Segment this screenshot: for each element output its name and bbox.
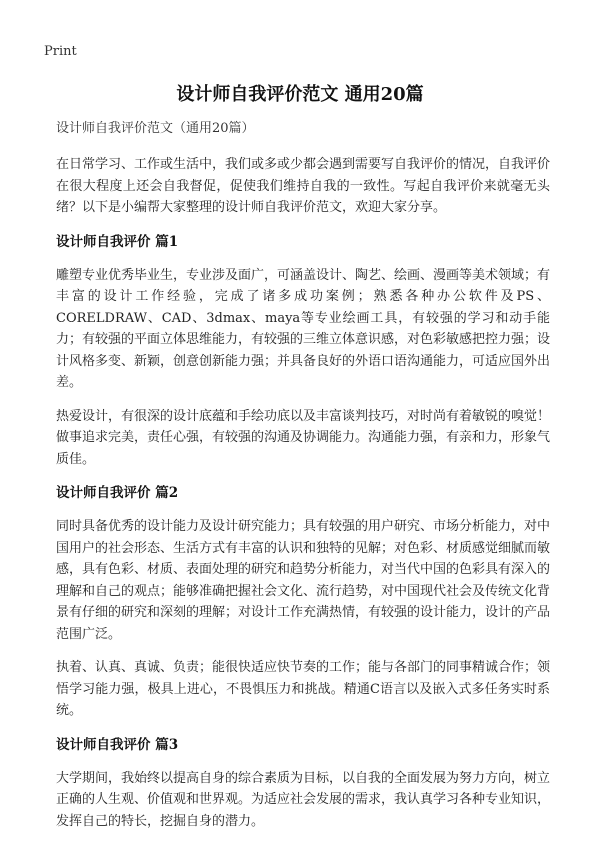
intro-paragraph: 在日常学习、工作或生活中，我们或多或少都会遇到需要写自我评价的情况，自我评价在很大程度上还会自我督促，促使我们维持自我的一致性。写起自我评价来就毫无头绪？以下是小编帮大家整理的设计师自我评价范文，欢迎大家分享。 xyxy=(56,157,551,215)
section-paragraph: 热爱设计，有很深的设计底蕴和手绘功底以及丰富谈判技巧，对时尚有着敏锐的嗅觉！做事追求完美，责任心强，有较强的沟通及协调能力。沟通能力强，有亲和力，形象气质佳。 xyxy=(56,408,551,467)
section-paragraph: 同时具备优秀的设计能力及设计研究能力；具有较强的用户研究、市场分析能力，对中国用户的社会形态、生活方式有丰富的认识和独特的见解；对色彩、材质感觉细腻而敏感，具有色彩、材质、表面处理的研究和趋势分析能力，对当代中国的色彩具有深入的理解和自己的观点；能够准确把握社会文化、流行趋势，对中国现代社会及传统文化背景有仔细的研究和深刻的理解；对设计工作充满热情，有较强的设计能力，设计的产品范围广泛。 xyxy=(56,519,551,642)
article-subtitle: 设计师自我评价范文（通用20篇） xyxy=(56,121,255,136)
section-2 xyxy=(56,482,550,722)
section-heading: 设计师自我评价 篇1 xyxy=(56,233,179,250)
section-paragraph: 雕塑专业优秀毕业生，专业涉及面广，可涵盖设计、陶艺、绘画、漫画等美术领域；有丰富的设计工作经验，完成了诸多成功案例；熟悉各种办公软件及PS、CORELDRAW、CAD、3dmax、maya等专业绘画工具，有较强的学习和动手能力；有较强的平面立体思维能力，有较强的三维立体意识感，对色彩敏感把控力强；设计风格多变、新颖，创意创新能力强；并具备良好的外语口语沟通能力，可适应国外出差。 xyxy=(56,267,551,390)
article-body xyxy=(56,118,550,844)
section-paragraph: 大学期间，我始终以提高自身的综合素质为目标，以自我的全面发展为努力方向，树立正确的人生观、价值观和世界观。为适应社会发展的需求，我认真学习各种专业知识，发挥自己的特长，挖掘自身的潜力。 xyxy=(56,770,551,829)
section-heading: 设计师自我评价 篇2 xyxy=(56,485,179,501)
section-heading: 设计师自我评价 篇3 xyxy=(56,736,179,753)
print-link[interactable]: Print xyxy=(44,44,77,59)
section-1 xyxy=(56,231,550,471)
page-title: 设计师自我评价范文 通用20篇 xyxy=(176,84,424,105)
section-paragraph: 执着、认真、真诚、负责；能很快适应快节奏的工作；能与各部门的同事精诚合作；领悟学习能力强，极具上进心，不畏惧压力和挑战。精通C语言以及嵌入式多任务实时系统。 xyxy=(56,660,551,718)
section-3 xyxy=(56,734,550,833)
